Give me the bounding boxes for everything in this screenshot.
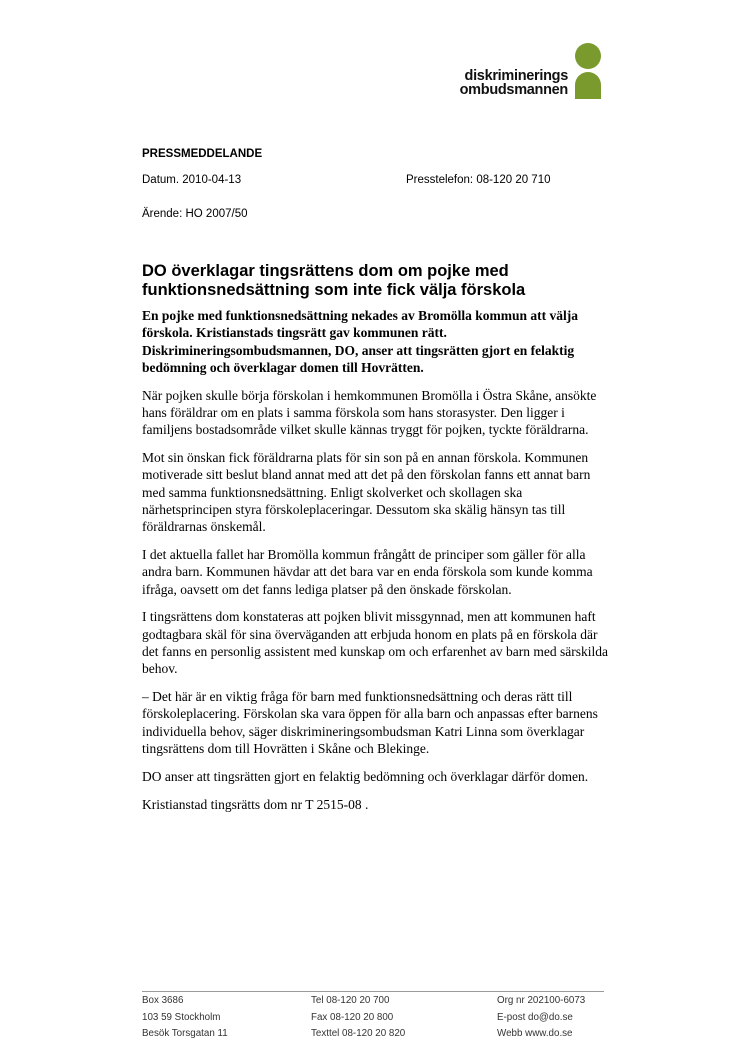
article-title: DO överklagar tingsrättens dom om pojke med funktionsnedsättning som inte fick välja förskola — [142, 262, 526, 299]
paragraph: När pojken skulle börja förskolan i hemkommunen Bromölla i Östra Skåne, ansökte hans föräldrar om en plats i samma förskola som hans storasyster. Den ligger i familjens bostadsområde vilket skulle kännas tryggt för pojken, tyckte föräldrarna. — [142, 387, 597, 438]
footer-text: Box 3686 — [142, 995, 184, 1006]
article-body — [142, 307, 612, 823]
logo-line-1: diskriminerings — [464, 68, 568, 84]
paragraph: Mot sin önskan fick föräldrarna plats för sin son på en annan förskola. Kommunen motiverade sitt beslut bland annat med att det på den förskolan fanns ett annat barn med samma funktionsnedsättning. Enligt skolverket och skollagen ska närhetsprincipen styra förskoleplaceringar. Dessutom ska skälig hänsyn tas till föräldrarnas önskemål. — [142, 450, 591, 535]
quote-paragraph: – Det här är en viktig fråga för barn med funktionsnedsättning och deras rätt till förskoleplacering. Förskolan ska vara öppen för alla barn och anpassas efter barnens individuella behov, säger diskrimineringsombudsman Katri Linna som överklagar tingsrättens dom till Hovrätten i Skåne och Blekinge. — [142, 689, 598, 757]
footer-divider — [142, 991, 604, 992]
footer-phones — [311, 993, 405, 1043]
document-type: PRESSMEDDELANDE — [142, 148, 263, 160]
footer-text: Besök Torsgatan 11 — [142, 1028, 228, 1039]
paragraph: DO anser att tingsrätten gjort en felaktig bedömning och överklagar därför domen. — [142, 768, 589, 784]
footer-text: Org nr 202100-6073 — [497, 995, 586, 1006]
footer-contact — [497, 993, 585, 1043]
footer-text: Texttel 08-120 20 820 — [311, 1028, 406, 1039]
case-number: Ärende: HO 2007/50 — [142, 208, 248, 220]
logo-line-2: ombudsmannen — [459, 82, 568, 98]
logo-figure-icon — [571, 43, 605, 99]
reference-paragraph: Kristianstad tingsrätts dom nr T 2515-08 . — [142, 796, 369, 812]
article-lead: En pojke med funktionsnedsättning nekades av Bromölla kommun att välja förskola. Kristianstads tingsrätt gav kommunen rätt. Diskrimineringsombudsmannen, DO, anser att tingsrätten gjort en felaktig bedömning och överklagar domen till Hovrätten. — [142, 308, 578, 375]
paragraph: I tingsrättens dom konstateras att pojken blivit missgynnad, men att kommunen haft godtagbara skäl för sina överväganden att erbjuda honom en plats på en förskola där det fanns en personlig assistent med kunskap om och erfarenhet av barn med särskilda behov. — [142, 609, 608, 677]
press-phone: Presstelefon: 08-120 20 710 — [406, 174, 551, 186]
footer-text: Webb www.do.se — [497, 1028, 573, 1039]
date: Datum. 2010-04-13 — [142, 174, 242, 186]
logo-wordmark — [420, 69, 568, 97]
footer-text: Fax 08-120 20 800 — [311, 1011, 394, 1023]
footer-address — [142, 993, 228, 1043]
footer-text: Tel 08-120 20 700 — [311, 995, 390, 1006]
footer-text: 103 59 Stockholm — [142, 1011, 221, 1023]
footer-text: E-post do@do.se — [497, 1011, 573, 1023]
paragraph: I det aktuella fallet har Bromölla kommun frångått de principer som gäller för alla andra barn. Kommunen hävdar att det bara var en enda förskola som kunde komma ifråga, oavsett om det fanns lediga platser på den önskade förskolan. — [142, 547, 593, 597]
